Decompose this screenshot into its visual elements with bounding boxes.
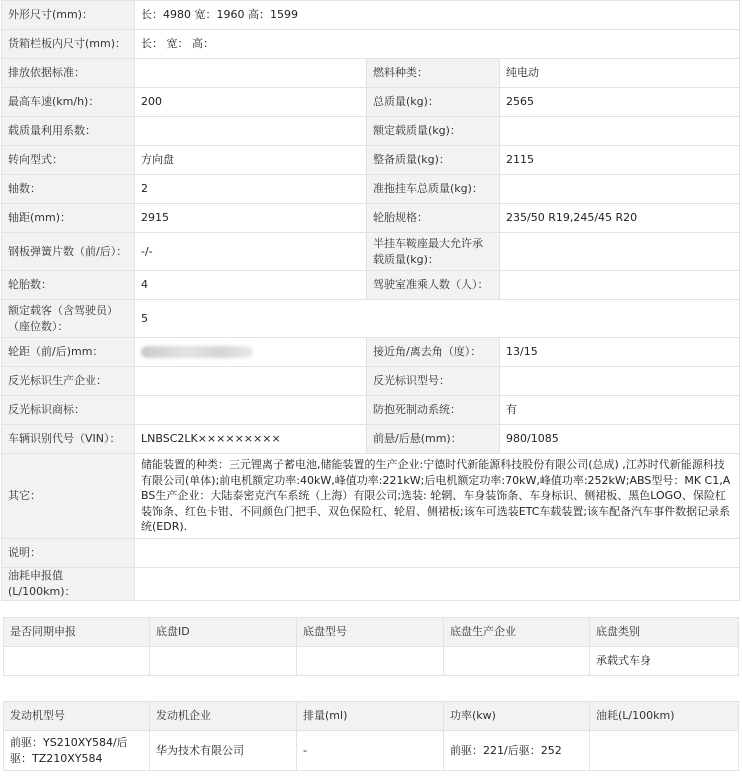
track-width-value: [135, 338, 367, 367]
wheelbase-value: 2915: [135, 204, 367, 233]
dimensions-value: 长：4980 宽：1960 高：1599: [135, 1, 740, 30]
spec-table: [1, 0, 740, 601]
dimensions-label: 外形尺寸(mm)：: [2, 1, 135, 30]
vin-label: 车辆识别代号（VIN）：: [2, 425, 135, 454]
fuel-type-label: 燃料种类：: [367, 59, 500, 88]
leaf-spring-value: -/-: [135, 233, 367, 271]
engine-table: [3, 701, 739, 771]
reflector-maker-label: 反光标识生产企业：: [2, 367, 135, 396]
row-track: [2, 338, 740, 367]
overhang-value: 980/1085: [500, 425, 740, 454]
reflector-brand-label: 反光标识商标：: [2, 396, 135, 425]
curb-mass-value: 2115: [500, 146, 740, 175]
max-speed-label: 最高车速(km/h)：: [2, 88, 135, 117]
engine-maker-value: 华为技术有限公司: [150, 731, 297, 771]
steering-label: 转向型式：: [2, 146, 135, 175]
curb-mass-label: 整备质量(kg)：: [367, 146, 500, 175]
leaf-spring-label: 钢板弹簧片数（前/后）：: [2, 233, 135, 271]
row-axles: [2, 175, 740, 204]
chassis-header-category: 底盘类别: [590, 618, 739, 647]
chassis-header-concurrent: 是否同期申报: [4, 618, 150, 647]
chassis-maker-value: [444, 647, 590, 676]
tire-spec-label: 轮胎规格：: [367, 204, 500, 233]
total-mass-value: 2565: [500, 88, 740, 117]
chassis-header-row: [4, 618, 739, 647]
row-reflector-maker: [2, 367, 740, 396]
chassis-header-model: 底盘型号: [297, 618, 444, 647]
load-utilization-value: [135, 117, 367, 146]
abs-label: 防抱死制动系统：: [367, 396, 500, 425]
row-reflector-brand: [2, 396, 740, 425]
tire-count-value: 4: [135, 271, 367, 300]
redacted-value: [141, 346, 253, 358]
cab-occupants-value: [500, 271, 740, 300]
engine-header-consumption: 油耗(L/100km): [590, 702, 739, 731]
trailer-mass-label: 准拖挂车总质量(kg)：: [367, 175, 500, 204]
rated-passengers-label: 额定载客（含驾驶员）（座位数）：: [2, 300, 135, 338]
wheelbase-label: 轴距(mm)：: [2, 204, 135, 233]
note-label: 说明：: [2, 538, 135, 567]
reflector-model-label: 反光标识型号：: [367, 367, 500, 396]
reflector-brand-value: [135, 396, 367, 425]
engine-header-maker: 发动机企业: [150, 702, 297, 731]
note-value: [135, 538, 740, 567]
row-load: [2, 117, 740, 146]
engine-header-power: 功率(kw): [444, 702, 590, 731]
approach-angle-value: 13/15: [500, 338, 740, 367]
total-mass-label: 总质量(kg)：: [367, 88, 500, 117]
engine-model-value: 前驱：YS210XY584/后驱：TZ210XY584: [4, 731, 150, 771]
row-cargo: [2, 30, 740, 59]
tire-spec-value: 235/50 R19,245/45 R20: [500, 204, 740, 233]
saddle-load-value: [500, 233, 740, 271]
engine-power-value: 前驱：221/后驱：252: [444, 731, 590, 771]
axles-value: 2: [135, 175, 367, 204]
row-emission: [2, 59, 740, 88]
fuel-type-value: 纯电动: [500, 59, 740, 88]
row-wheelbase: [2, 204, 740, 233]
other-label: 其它：: [2, 454, 135, 539]
consumption-label: 油耗申报值(L/100km)：: [2, 567, 135, 600]
approach-angle-label: 接近角/离去角（度）：: [367, 338, 500, 367]
cab-occupants-label: 驾驶室准乘人数（人）：: [367, 271, 500, 300]
chassis-model-value: [297, 647, 444, 676]
row-dimensions: [2, 1, 740, 30]
row-note: [2, 538, 740, 567]
chassis-header-id: 底盘ID: [150, 618, 297, 647]
overhang-label: 前悬/后悬(mm)：: [367, 425, 500, 454]
track-width-label: 轮距（前/后)mm：: [2, 338, 135, 367]
steering-value: 方向盘: [135, 146, 367, 175]
max-speed-value: 200: [135, 88, 367, 117]
chassis-data-row: [4, 647, 739, 676]
trailer-mass-value: [500, 175, 740, 204]
rated-passengers-value: 5: [135, 300, 740, 338]
vin-value: LNBSC2LK×××××××××: [135, 425, 367, 454]
engine-displacement-value: -: [297, 731, 444, 771]
row-speed: [2, 88, 740, 117]
row-tires: [2, 271, 740, 300]
engine-header-row: [4, 702, 739, 731]
rated-load-value: [500, 117, 740, 146]
chassis-category-value: 承载式车身: [590, 647, 739, 676]
abs-value: 有: [500, 396, 740, 425]
row-steering: [2, 146, 740, 175]
engine-consumption-value: [590, 731, 739, 771]
reflector-maker-value: [135, 367, 367, 396]
cargo-dimensions-label: 货箱栏板内尺寸(mm)：: [2, 30, 135, 59]
emission-standard-value: [135, 59, 367, 88]
chassis-table: [3, 617, 739, 676]
cargo-dimensions-value: 长： 宽： 高：: [135, 30, 740, 59]
row-leaf-spring: [2, 233, 740, 271]
axles-label: 轴数：: [2, 175, 135, 204]
row-consumption: [2, 567, 740, 600]
emission-standard-label: 排放依据标准：: [2, 59, 135, 88]
engine-header-model: 发动机型号: [4, 702, 150, 731]
reflector-model-value: [500, 367, 740, 396]
engine-data-row: [4, 731, 739, 771]
row-other: [2, 454, 740, 539]
row-seats: [2, 300, 740, 338]
chassis-concurrent-value: [4, 647, 150, 676]
rated-load-label: 额定载质量(kg)：: [367, 117, 500, 146]
chassis-id-value: [150, 647, 297, 676]
engine-header-displacement: 排量(ml): [297, 702, 444, 731]
row-vin: [2, 425, 740, 454]
other-value: 储能装置的种类：三元锂离子蓄电池,储能装置的生产企业:宁德时代新能源科技股份有限公司(总成) ,江苏时代新能源科技有限公司(单体);前电机额定功率:40kW,峰值功率:221kW;后电机额定功率:70kW,峰值功率:252kW;ABS型号：MK C1,ABS生产企业：大陆泰密克汽车系统（上海）有限公司;选装: 轮辋、车身装饰条、车身标识、侧裙板、黑色LOGO、保险杠装饰条、红色卡钳、不同颜色门把手、双色保险杠、轮眉、侧裙板;该车可选装ETC车载装置;该车配备汽车事件数据记录系统(EDR).: [135, 454, 740, 539]
consumption-value: [135, 567, 740, 600]
load-utilization-label: 载质量利用系数：: [2, 117, 135, 146]
saddle-load-label: 半挂车鞍座最大允许承载质量(kg)：: [367, 233, 500, 271]
tire-count-label: 轮胎数：: [2, 271, 135, 300]
chassis-header-maker: 底盘生产企业: [444, 618, 590, 647]
